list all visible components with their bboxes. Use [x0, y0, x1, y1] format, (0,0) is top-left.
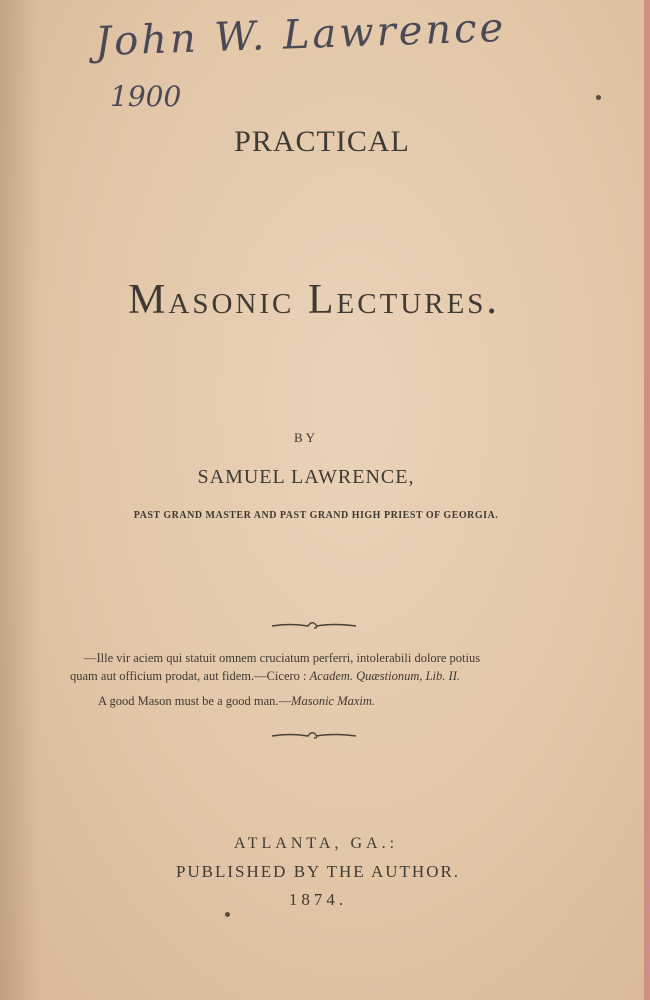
imprint-place: ATLANTA, GA.: [233, 835, 399, 852]
foxing-spot [596, 95, 601, 100]
handwritten-year: 1900 [110, 80, 182, 113]
title-line-1: PRACTICAL [234, 125, 410, 158]
epigraph-quote-1-line-1: —Ille vir aciem qui statuit omnem cruciatum perferri, intolerabili dolore potius [84, 651, 481, 665]
imprint-year: 1874. [288, 890, 348, 909]
imprint-publisher: PUBLISHED BY THE AUTHOR. [175, 862, 461, 881]
by-line: BY [293, 430, 319, 445]
epigraph-quote-1-line-2 [70, 668, 570, 685]
foxing-spot [225, 912, 230, 917]
ornament-divider-top [270, 617, 358, 633]
epigraph-quote-1-citation: Academ. Quæstionum, Lib. II. [309, 669, 460, 683]
epigraph-quote-2-text: A good Mason must be a good man.— [98, 694, 292, 708]
ornament-divider-bottom [270, 727, 358, 743]
epigraph-quote-2-citation: Masonic Maxim. [291, 694, 376, 708]
handwritten-signature: John W. Lawrence [94, 4, 507, 66]
author-credential: PAST GRAND MASTER AND PAST GRAND HIGH PRIEST OF GEORGIA. [133, 510, 499, 521]
author-name: SAMUEL LAWRENCE, [197, 466, 415, 488]
title-line-2: Masonic Lectures. [128, 277, 500, 323]
epigraph-quote-2 [98, 693, 598, 710]
epigraph-quote-1-text: quam aut officium prodat, aut fidem.—Cicero : [70, 669, 310, 683]
